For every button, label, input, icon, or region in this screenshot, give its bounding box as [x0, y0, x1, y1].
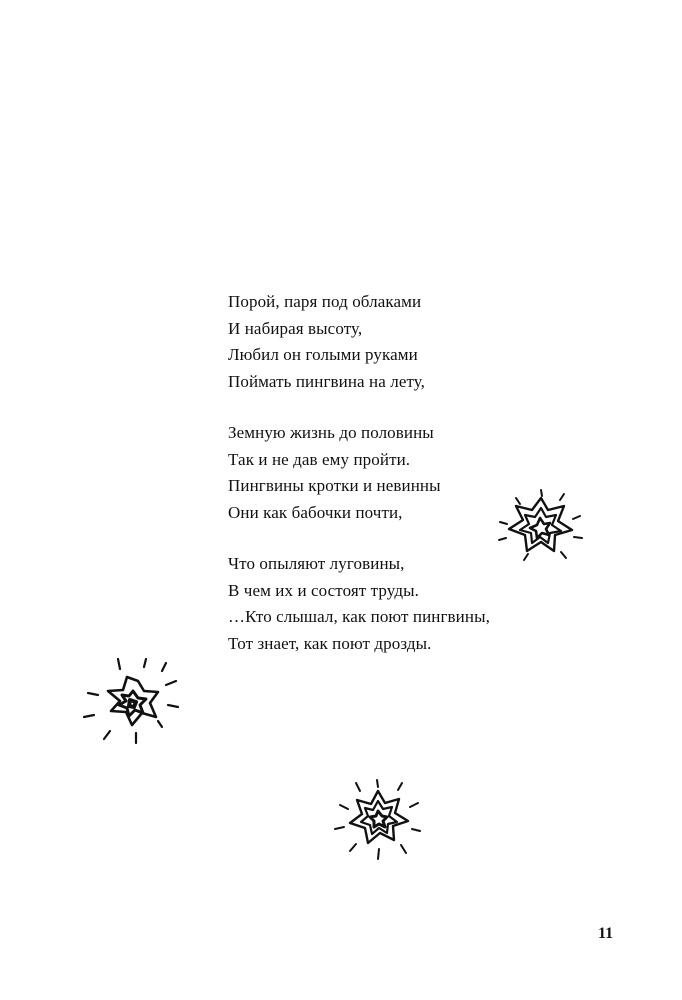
poem-line: Пингвины кротки и невинны: [228, 476, 441, 495]
star-doodle-left-icon: [82, 655, 182, 745]
poem-line: В чем их и состоят труды.: [228, 580, 419, 600]
poem-line: Земную жизнь до половины: [228, 423, 434, 442]
poem-line: Они как бабочки почти,: [228, 502, 403, 522]
poem-line: Любил он голыми руками: [228, 345, 418, 364]
poem-line: …Кто слышал, как поют пингвины,: [228, 607, 490, 626]
star-doodle-right-icon: [494, 488, 588, 568]
poem-line: Поймать пингвина на лету,: [228, 371, 426, 391]
star-doodle-bottom-icon: [332, 777, 424, 861]
poem-line: Тот знает, как поют дрозды.: [228, 633, 432, 653]
page-number: 11: [598, 925, 614, 942]
poem: [228, 289, 548, 682]
poem-line: И набирая высоту,: [228, 318, 363, 338]
poem-stanza-1: [228, 289, 548, 395]
poem-line: Порой, паря под облаками: [228, 292, 422, 311]
poem-line: Что опыляют луговины,: [228, 554, 405, 573]
poem-line: Так и не дав ему пройти.: [228, 449, 411, 469]
